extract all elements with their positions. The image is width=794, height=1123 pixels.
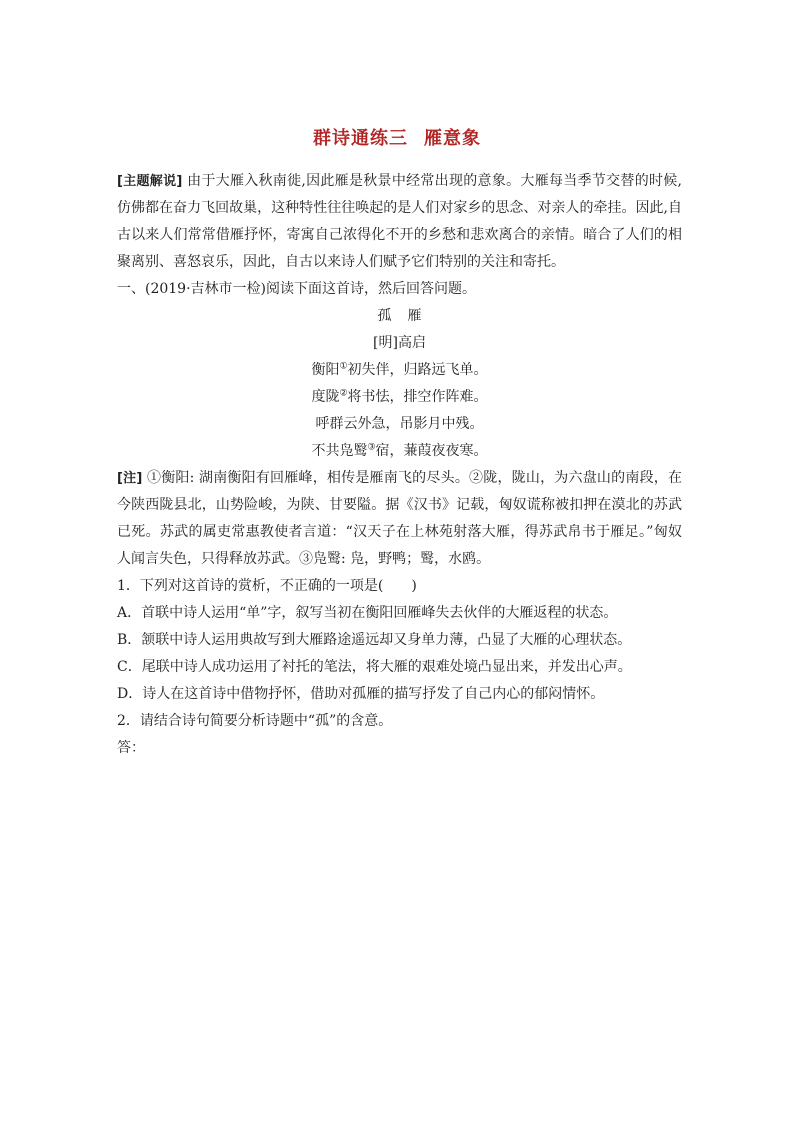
- poem-line-text: 呼群云外急，吊影月中残。: [315, 416, 484, 432]
- option-b: B．颔联中诗人运用典故写到大雁路途遥远却又身单力薄，凸显了大雁的心理状态。: [117, 632, 632, 648]
- poem-line: [117, 357, 682, 384]
- question-2-stem: 2．请结合诗句简要分析诗题中“孤”的含意。: [117, 713, 393, 729]
- poem-line: [117, 438, 682, 465]
- poem-title-b: 雁: [407, 308, 422, 324]
- question-2: [117, 708, 682, 762]
- option-a: A．首联中诗人运用“单”字，叙写当初在衡阳回雁峰失去伙伴的大雁返程的状态。: [117, 605, 618, 621]
- notes-paragraph: [117, 465, 682, 573]
- poem-author: [明]高启: [373, 335, 426, 351]
- poem-line-text: 将书怯，排空作阵难。: [347, 389, 488, 405]
- poem-line-text: 宿，蒹葭夜夜寒。: [375, 443, 488, 459]
- page-title: [0, 124, 794, 150]
- option-c: C．尾联中诗人成功运用了衬托的笔法，将大雁的艰难处境凸显出来，并发出心声。: [117, 659, 632, 675]
- question-1: [117, 573, 682, 708]
- footnote-marker: ②: [339, 388, 348, 399]
- question-1-stem: 1．下列对这首诗的赏析，不正确的一项是( ): [117, 578, 417, 594]
- question-header: 一、(2019·吉林市一检)阅读下面这首诗，然后回答问题。: [117, 281, 477, 297]
- poem-line-text: 不共凫鹥: [311, 443, 368, 459]
- poem: [117, 303, 682, 465]
- poem-title-a: 孤: [377, 308, 392, 324]
- title-part1: 群诗通练三: [313, 128, 408, 149]
- intro-tag: [主题解说]: [117, 174, 183, 189]
- intro-paragraph: [117, 168, 682, 276]
- notes-text: ①衡阳: 湖南衡阳有回雁峰，相传是雁南飞的尽头。②陇，陇山，为六盘山的南段，在今陕西陇县北，山势险峻，为陕、甘要隘。据《汉书》记载，匈奴谎称被扣押在漠北的苏武已死。苏武的属吏常惠教使者言道：“汉天子在上林苑射落大雁，得苏武帛书于雁足。”匈奴人闻言失色，只得释放苏武。③凫鹥: 凫，野鸭；鹥，水鸥。: [117, 470, 682, 567]
- poem-line-text: 度陇: [311, 389, 340, 405]
- footnote-marker: ③: [367, 442, 376, 453]
- footnote-marker: ①: [339, 361, 348, 372]
- title-part2: 雁意象: [424, 128, 481, 149]
- poem-line-text: 衡阳: [311, 362, 340, 378]
- main-content: [117, 168, 682, 762]
- poem-line: [117, 384, 682, 411]
- intro-text: 由于大雁入秋南徙,因此雁是秋景中经常出现的意象。大雁每当季节交替的时候,仿佛都在奋力飞回故巢，这种特性往往唤起的是人们对家乡的思念、对亲人的牵挂。因此,自古以来人们常常借雁抒怀，寄寓自己浓得化不开的乡愁和悲欢离合的亲情。暗合了人们的相聚离别、喜怒哀乐，因此，自古以来诗人们赋予它们特别的关注和寄托。: [117, 173, 683, 270]
- option-d: D．诗人在这首诗中借物抒怀，借助对孤雁的描写抒发了自己内心的郁闷情怀。: [117, 686, 605, 702]
- poem-title: [117, 303, 682, 330]
- poem-line-text: 初失伴，归路远飞单。: [347, 362, 488, 378]
- answer-label: 答：: [117, 740, 145, 756]
- poem-line: [117, 411, 682, 438]
- notes-tag: [注]: [117, 471, 143, 486]
